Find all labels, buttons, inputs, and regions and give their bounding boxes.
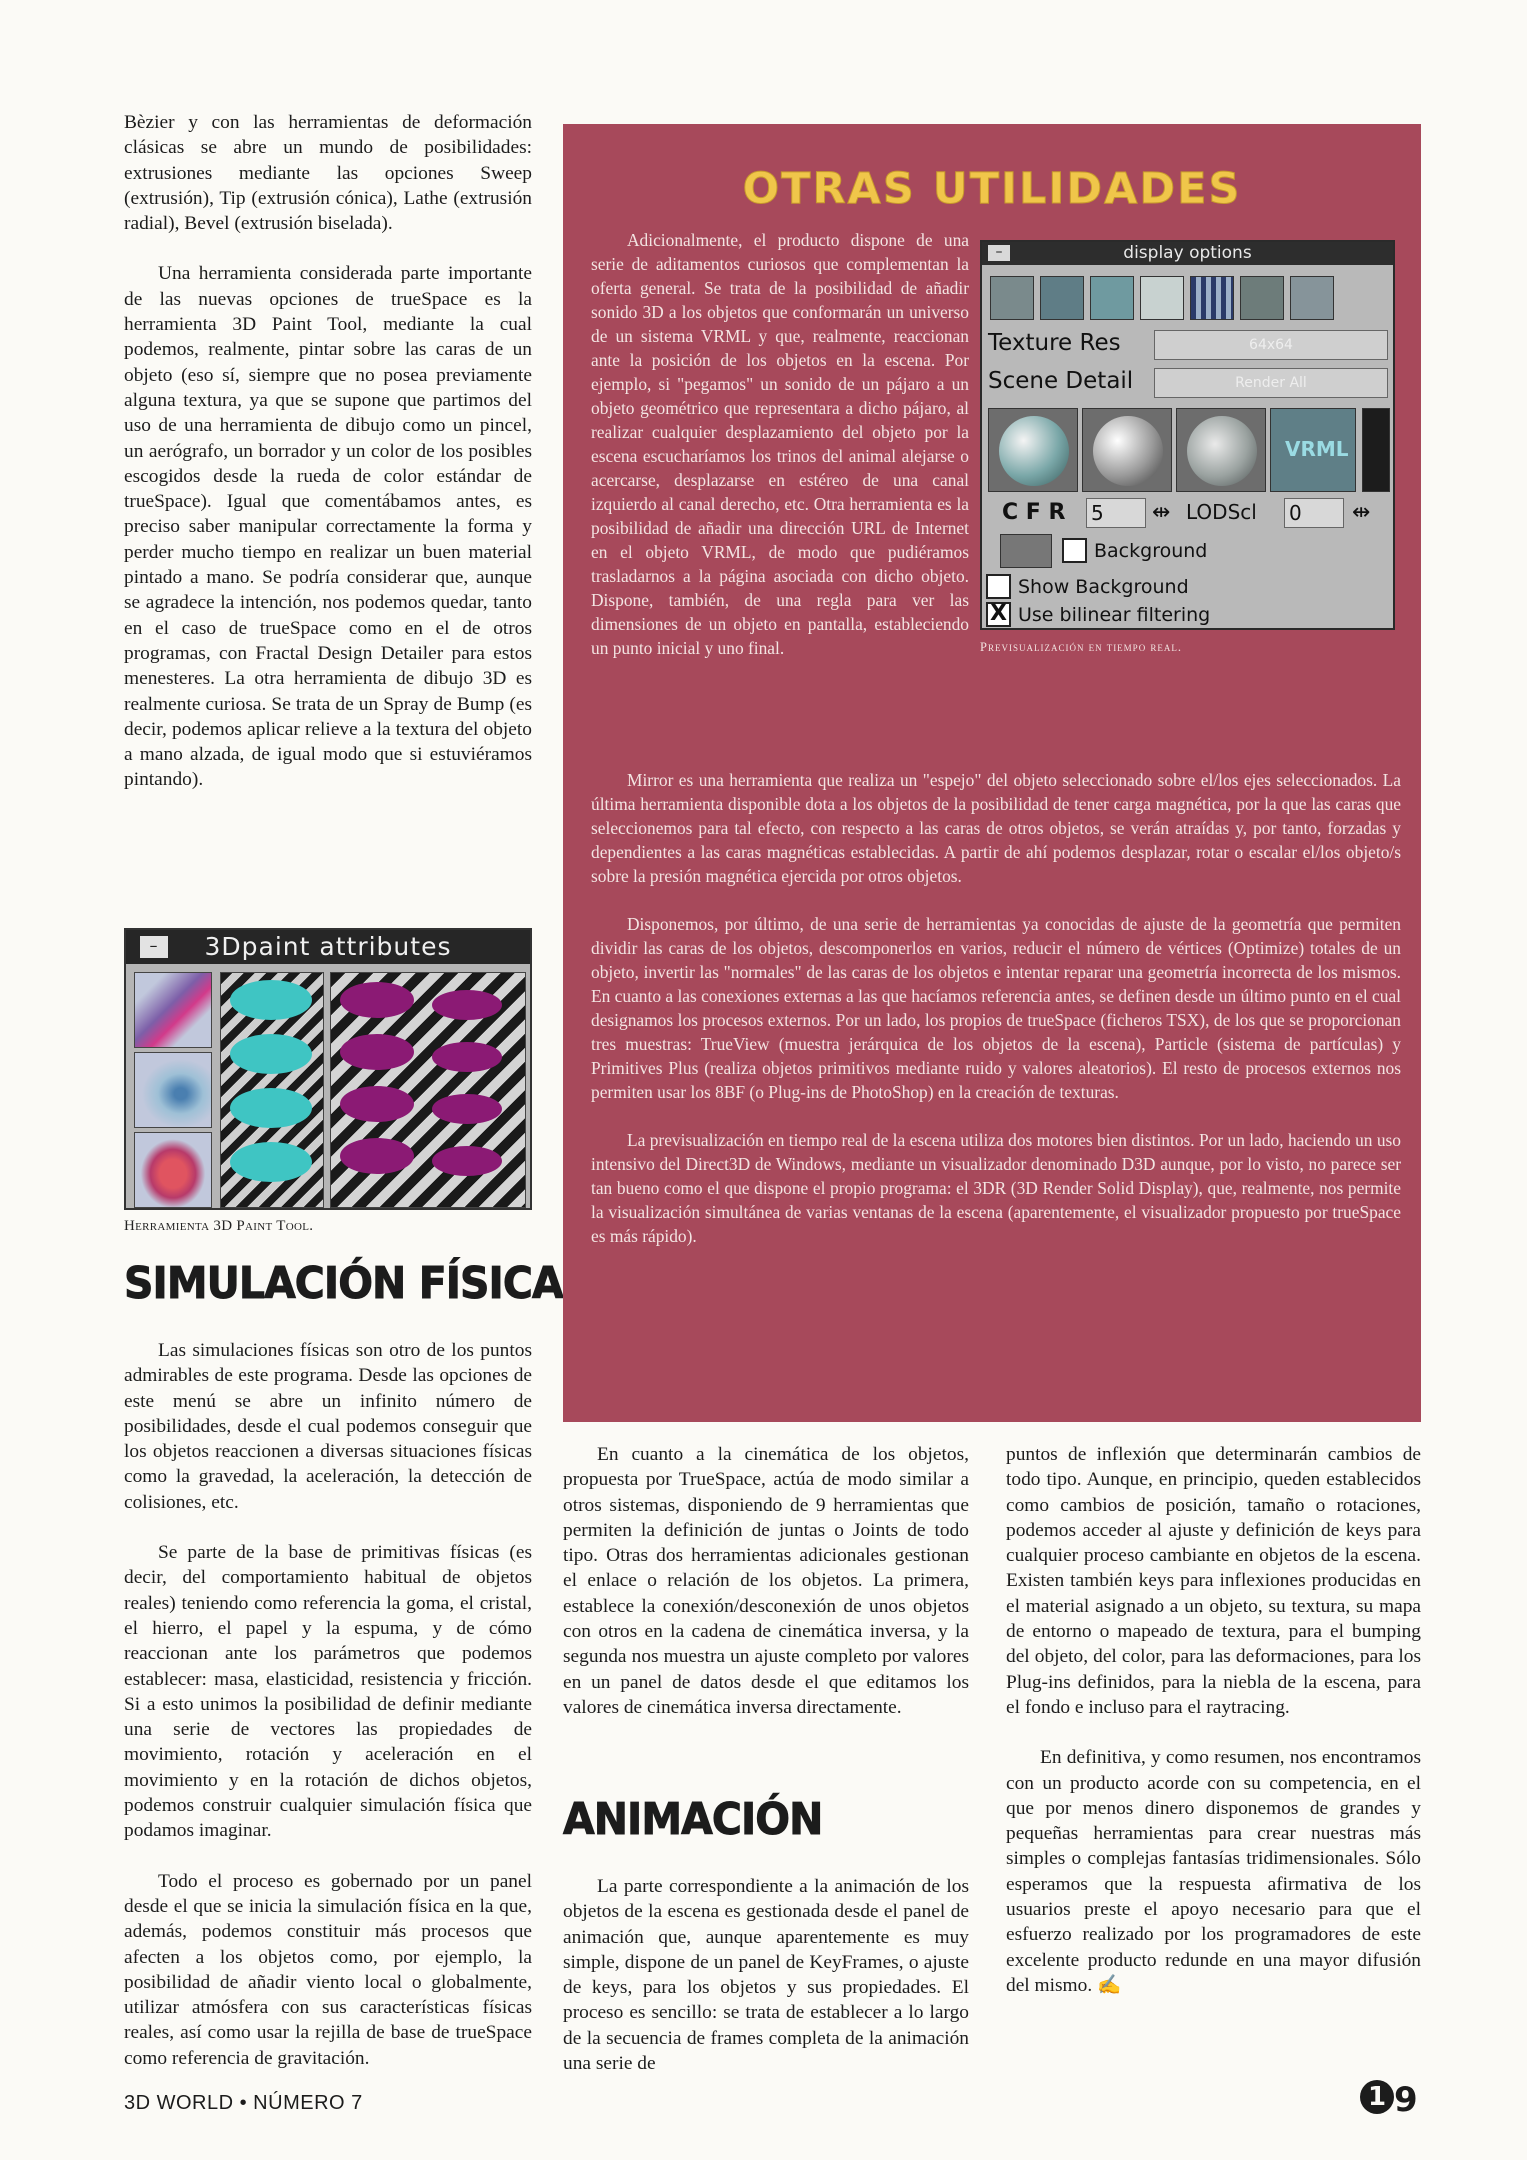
brush-sample [230,1088,312,1128]
footer-magazine: 3D WORLD • NÚMERO 7 [124,2092,363,2114]
paragraph: Disponemos, por último, de una serie de herramientas ya conocidas de ajuste de la geometría que permiten dividir las caras de los objetos, descomponerlos en varios, reducir el número de vértices (Optimize) totales de un objeto, invertir las "normales" de las caras de los objetos e intentar reparar una geometría incorrecta de los mismos. En cuanto a las conexiones externas a las que hacíamos referencia antes, se definen desde un último punto en el cual designamos los procesos externos. Por un lado, los propios de trueSpace (ficheros TSX), de los que se proporcionan tres muestras: TrueView (muestra jerárquica de los objetos de la escena), Particle (sistema de partículas) y Primitives Plus (realiza objetos primitivos mediante ruido y valores aleatorios). El resto de procesos externos nos permiten usar los 8BF (o Plug-ins de PhotoShop) en la creación de texturas. [591,914,1401,1102]
page-number-digit: 9 [1394,2080,1418,2120]
brush-sample [432,990,502,1020]
show-background-checkbox[interactable] [986,574,1011,599]
lodscl-field[interactable]: 0 [1284,498,1344,528]
paint-attributes-panel [124,928,532,1210]
page-number [1360,2080,1418,2120]
brush-sample [340,982,414,1018]
paint-tool-caption: Herramienta 3D Paint Tool. [124,1218,314,1234]
scene-detail-field[interactable]: Render All [1154,368,1388,398]
background-checkbox[interactable] [1062,538,1087,563]
paragraph: Todo el proceso es gobernado por un panel desde el que se inicia la simulación física en la que, además, podemos constituir más procesos que afecten a los objetos como, por ejemplo, la posibilidad de añadir viento local o globalmente, utilizar atmósfera con sus características físicas reales, así como usar la rejilla de base de trueSpace como referencia de gravitación. [124,1870,532,2069]
cfr-label: C F R [1002,500,1066,525]
paragraph: En definitiva, y como resumen, nos encontramos con un producto acorde con su competencia, en el que por menos dinero disponemos de grandes y pequeñas herramientas para crear nuestras más simples o complejas fantasías tridimensionales. Sólo esperamos que la respuesta afirmativa de los usuarios preste el apoyo necesario para que el esfuerzo realizado por los programadores de este excelente producto redunde en una mayor difusión del mismo. ✍ [1006,1747,1421,1996]
texture-grid-icon[interactable] [1190,276,1234,320]
sidebar-title: OTRAS UTILIDADES [742,164,1242,214]
section-title-fisica: SIMULACIÓN FÍSICA [124,1258,563,1309]
brush-sample [230,1034,312,1074]
section-title-animacion: ANIMACIÓN [563,1794,823,1845]
paragraph: Mirror es una herramienta que realiza un "espejo" del objeto seleccionado sobre el/los ejes seleccionados. La última herramienta disponible dota a los objetos de la posibilidad de tener carga magnética, por la que las caras que seleccionemos para tal efecto, con respecto a las caras de otros objetos, se verán atraídas y, por tanto, forzadas y dependientes a las caras magnéticas establecidas. A partir de ahí podemos desplazar, rotar o escalar el/los objeto/s sobre la presión magnética ejercida por otros objetos. [591,770,1401,886]
texture-res-field[interactable]: 64x64 [1154,330,1388,360]
paint-panel-title: 3Dpaint attributes [204,932,452,961]
lodscl-label: LODScl [1186,500,1257,524]
brush-sample [432,1146,502,1176]
sidebar-otras-utilidades [563,124,1421,1422]
end-mark-icon: ✍ [1097,1974,1122,1996]
sphere-preview[interactable] [988,408,1078,492]
middle-column [563,1442,969,1720]
paragraph: Las simulaciones físicas son otro de los puntos admirables de este programa. Desde las opciones de este menú se abre un infinito número de posibilidades, desde el cual podemos conseguir que los objetos reaccionen a diversas situaciones físicas como la gravedad, la aceleración, la detección de colisiones, etc. [124,1340,532,1513]
paint-panel-titlebar [126,930,530,964]
spray-icon[interactable] [134,1052,212,1128]
vrml-preview[interactable] [1270,408,1356,492]
middle-column-animacion [563,1874,969,2076]
background-label: Background [1094,540,1208,562]
paragraph: puntos de inflexión que determinarán cambios de todo tipo. Aunque, en principio, queden establecidos como cambios de posición, tamaño o rotaciones, podemos acceder al ajuste y definición de keys para cualquier proceso cambiante en objetos de la escena. Existen también keys para inflexiones producidas en el material asignado a un objeto, su textura, su mapa de entorno o mapeado de textura, para el bumping del objeto, del color, para las deformaciones, para los Plug-ins definidos, para la niebla de la escena, para el fondo e incluso para el raytracing. [1006,1444,1421,1718]
display-options-panel [980,240,1395,630]
right-column [1006,1442,1421,1998]
display-panel-titlebar [982,242,1393,265]
paragraph: La previsualización en tiempo real de la escena utiliza dos motores bien distintos. Por un lado, haciendo un uso intensivo del Direct3D de Windows, mediante un visualizador denominado D3D aunque, por lo visto, no parece ser tan bueno como el que dispone el propio programa: el 3DR (3D Render Solid Display), que, realmente, nos permite la visualización simultánea de varias ventanas de la escena (aparentemente, el visualizador propuesto por trueSpace es más rápido). [591,1130,1401,1246]
display-panel-caption: Previsualización en tiempo real. [980,640,1182,654]
pointer-icon[interactable] [1240,276,1284,320]
show-background-label: Show Background [1018,576,1189,598]
airbrush-icon[interactable] [134,972,212,1048]
cfr-field[interactable]: 5 [1086,498,1146,528]
paragraph: La parte correspondiente a la animación de los objetos de la escena es gestionada desde el panel de animación que, aunque aparentemente es muy simple, dispone de un panel de KeyFrames, o ajuste de keys, para los objetos y sus propiedades. El proceso es sencillo: se trata de establecer a lo largo de la secuencia de frames completa de la animación una serie de [563,1876,969,2075]
left-column-top [124,110,532,793]
brush-sample [340,1086,414,1122]
paragraph: Adicionalmente, el producto dispone de una serie de aditamentos curiosos que complementan la oferta general. Se trata de la posibilidad de añadir sonido 3D a los objetos que conformarán un universo de un sistema VRML y que, realmente, reaccionan ante la posición de los objetos en la escena. Por ejemplo, si "pegamos" un sonido de un pájaro a un objeto geométrico que representara a dicho pájaro, al realizar cualquier desplazamiento del objeto por la escena escucharíamos los trinos del animal alejarse o acercarse, desplazarse en estéreo de una canal izquierdo al canal derecho, etc. Otra herramienta es la posibilidad de añadir una dirección URL de Internet en el objeto VRML, de modo que pudiéramos trasladarnos a la página asociada con dicho objeto. Dispone, también, de una regla para ver las dimensiones de un objeto en pantalla, estableciendo un punto inicial y uno final. [591,230,969,658]
brush-sample [340,1034,414,1070]
close-icon[interactable]: – [988,245,1010,261]
sidebar-body [591,768,1401,1248]
brush-sample [230,980,312,1020]
paragraph: Una herramienta considerada parte importante de las nuevas opciones de trueSpace es la herramienta 3D Paint Tool, mediante la cual podemos, realmente, pintar sobre las caras de un objeto (eso sí, siempre que no posea previamente alguna textura, ya que se supone que partimos del uso de una herramienta de dibujo como un pincel, un aerógrafo, un borrador y un color de los posibles escogidos desde la rueda de color estándar de trueSpace). Igual que comentábamos antes, es preciso saber manipular correctamente la forma y perder mucho tiempo en realizar un buen material pintado a mano. Se podría considerar que, aunque se agradece la intención, nos podemos quedar, tanto en el caso de trueSpace como en el de otros programas, con Fractal Design Detailer para estos menesteres. La otra herramienta de dibujo 3D es realmente curiosa. Se trata de un Spray de Bump (es decir, podemos aplicar relieve a la textura del objeto a mano alzada, de igual modo que si estuviéramos pintando). [124,263,532,791]
paragraph: Bèzier y con las herramientas de deformación clásicas se abre un mundo de posibilidades: extrusiones mediante las opciones Sweep (extrusión), Tip (extrusión cónica), Lathe (extrusión radial), Bevel (extrusión biselada). [124,112,532,235]
background-color-swatch[interactable] [1000,534,1052,568]
bilinear-label: Use bilinear filtering [1018,604,1211,626]
texture-res-label: Texture Res [988,330,1121,356]
bilinear-checkbox[interactable]: X [986,602,1011,627]
scene-detail-label: Scene Detail [988,368,1134,394]
close-icon[interactable]: – [140,936,168,958]
wireframe-icon[interactable] [1040,276,1084,320]
display-panel-title: display options [1123,243,1252,263]
panel-scrollbar[interactable] [1362,408,1390,492]
sphere-preview[interactable] [1176,408,1266,492]
brush-sample [230,1142,312,1182]
sphere-preview[interactable] [1082,408,1172,492]
camera-icon[interactable] [1290,276,1334,320]
brush-sample [432,1042,502,1072]
brush-sample [432,1094,502,1124]
paragraph: Se parte de la base de primitivas físicas (es decir, del comportamiento habitual de objetos reales) teniendo como referencia la goma, el cristal, el hierro, el papel y la espuma, y de cómo reaccionan ante los parámetros que podemos establecer: masa, elasticidad, resistencia y fricción. Si a esto unimos la posibilidad de definir mediante una serie de vectores las propiedades de movimiento, rotación y aceleración en el movimiento y en la rotación de dichos objetos, podemos construir cualquier simulación física que podamos imaginar. [124,1542,532,1842]
smooth-shading-icon[interactable] [1140,276,1184,320]
bump-brush-icon[interactable] [134,1132,212,1208]
flat-shading-icon[interactable] [1090,276,1134,320]
lodscl-arrows-icon[interactable]: ⇹ [1352,500,1371,525]
cfr-arrows-icon[interactable]: ⇹ [1152,500,1171,525]
bounding-box-icon[interactable] [990,276,1034,320]
brush-sample [340,1138,414,1174]
left-column-fisica [124,1338,532,2071]
page-number-circle: 1 [1360,2080,1394,2114]
paragraph: En cuanto a la cinemática de los objetos, propuesta por TrueSpace, actúa de modo similar a otros sistemas, disponiendo de 9 herramientas que permiten la definición de juntas o Joints de todo tipo. Otras dos herramientas adicionales gestionan el enlace o relación de los objetos. La primera, establece la conexión/desconexión de unos objetos con otros en la cadena de cinemática inversa, y la segunda nos muestra un ajuste completo por valores en un panel de datos desde el que editamos los valores de cinemática inversa directamente. [563,1444,969,1718]
vrml-label: VRML [1285,437,1349,461]
